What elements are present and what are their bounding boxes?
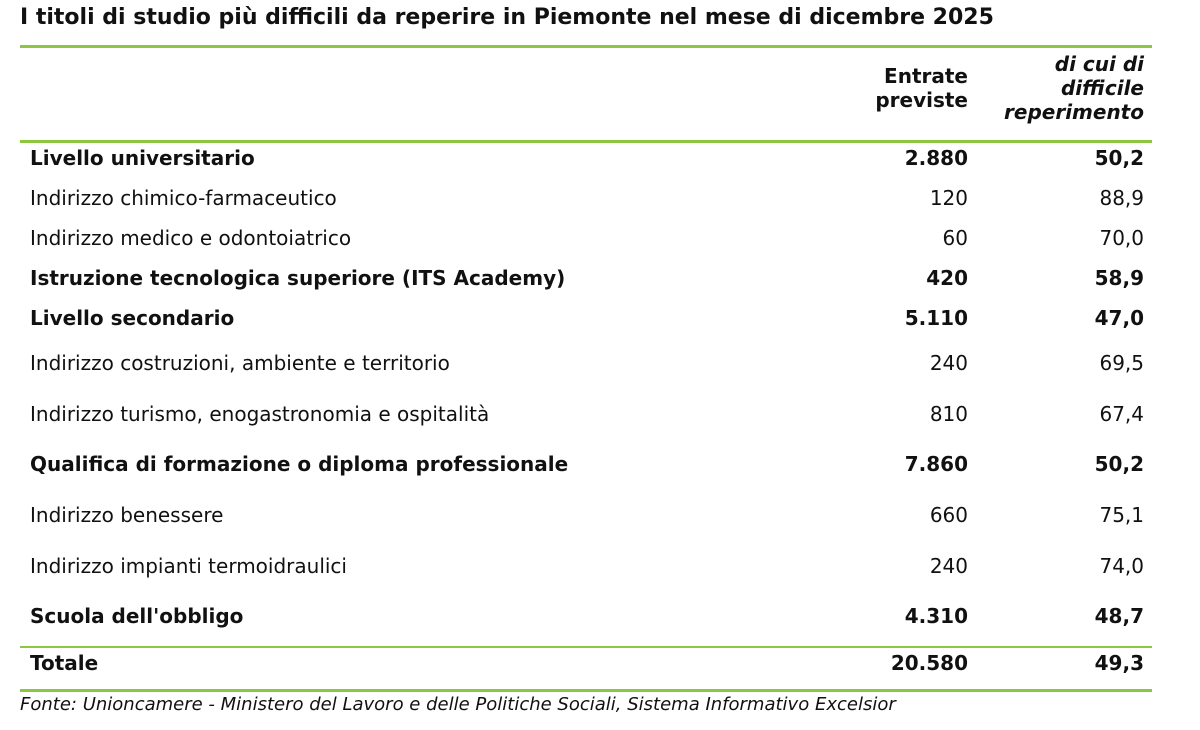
table-row (20, 258, 1152, 298)
column-header-line: Entrate (884, 64, 968, 88)
column-header-difficile (970, 52, 1144, 124)
row-label: Indirizzo benessere (30, 503, 224, 527)
row-label: Indirizzo medico e odontoiatrico (30, 226, 352, 250)
table-row (20, 444, 1152, 484)
row-difficile: 50,2 (1094, 452, 1144, 476)
row-difficile: 75,1 (1099, 503, 1144, 527)
row-difficile: 47,0 (1094, 306, 1144, 330)
row-entrate: 4.310 (904, 604, 968, 628)
row-label: Indirizzo costruzioni, ambiente e territorio (30, 351, 450, 375)
table-row (20, 138, 1152, 178)
row-label: Qualifica di formazione o diploma professionale (30, 452, 569, 476)
row-label: Livello secondario (30, 306, 235, 330)
row-entrate: 5.110 (904, 306, 968, 330)
row-entrate: 240 (929, 351, 968, 375)
row-difficile: 48,7 (1094, 604, 1144, 628)
table-row (20, 596, 1152, 636)
table-row (20, 178, 1152, 218)
row-label: Scuola dell'obbligo (30, 604, 244, 628)
row-label: Indirizzo impianti termoidraulici (30, 554, 347, 578)
row-entrate: 810 (929, 402, 968, 426)
row-difficile: 69,5 (1099, 351, 1144, 375)
table-row (20, 298, 1152, 338)
column-header-line: reperimento (1004, 100, 1144, 124)
row-entrate: 7.860 (904, 452, 968, 476)
row-difficile: 74,0 (1099, 554, 1144, 578)
row-label: Indirizzo chimico-farmaceutico (30, 186, 337, 210)
total-entrate: 20.580 (890, 651, 968, 675)
bottom-rule (20, 689, 1152, 692)
row-entrate: 420 (926, 266, 968, 290)
column-header-line: previste (875, 88, 968, 112)
table-title: I titoli di studio più difficili da reperire in Piemonte nel mese di dicembre 2025 (20, 5, 994, 30)
top-rule (20, 45, 1152, 48)
total-label: Totale (30, 651, 99, 675)
row-entrate: 240 (929, 554, 968, 578)
table-row (20, 394, 1152, 434)
row-entrate: 660 (929, 503, 968, 527)
table-row (20, 495, 1152, 535)
total-row (20, 643, 1152, 683)
row-label: Istruzione tecnologica superiore (ITS Academy) (30, 266, 566, 290)
row-entrate: 60 (942, 226, 968, 250)
table-row (20, 343, 1152, 383)
source-note: Fonte: Unioncamere - Ministero del Lavoro e delle Politiche Sociali, Sistema Informativo Excelsior (20, 694, 896, 715)
row-label: Livello universitario (30, 146, 255, 170)
row-difficile: 67,4 (1099, 402, 1144, 426)
row-entrate: 120 (929, 186, 968, 210)
column-header-entrate (800, 64, 968, 112)
table-row (20, 218, 1152, 258)
row-label: Indirizzo turismo, enogastronomia e ospitalità (30, 402, 490, 426)
row-difficile: 88,9 (1099, 186, 1144, 210)
row-difficile: 70,0 (1099, 226, 1144, 250)
column-header-line: di cui di (1054, 52, 1144, 76)
row-entrate: 2.880 (904, 146, 968, 170)
total-difficile: 49,3 (1094, 651, 1144, 675)
column-header-line: difficile (1060, 76, 1144, 100)
row-difficile: 50,2 (1094, 146, 1144, 170)
table-row (20, 546, 1152, 586)
row-difficile: 58,9 (1094, 266, 1144, 290)
